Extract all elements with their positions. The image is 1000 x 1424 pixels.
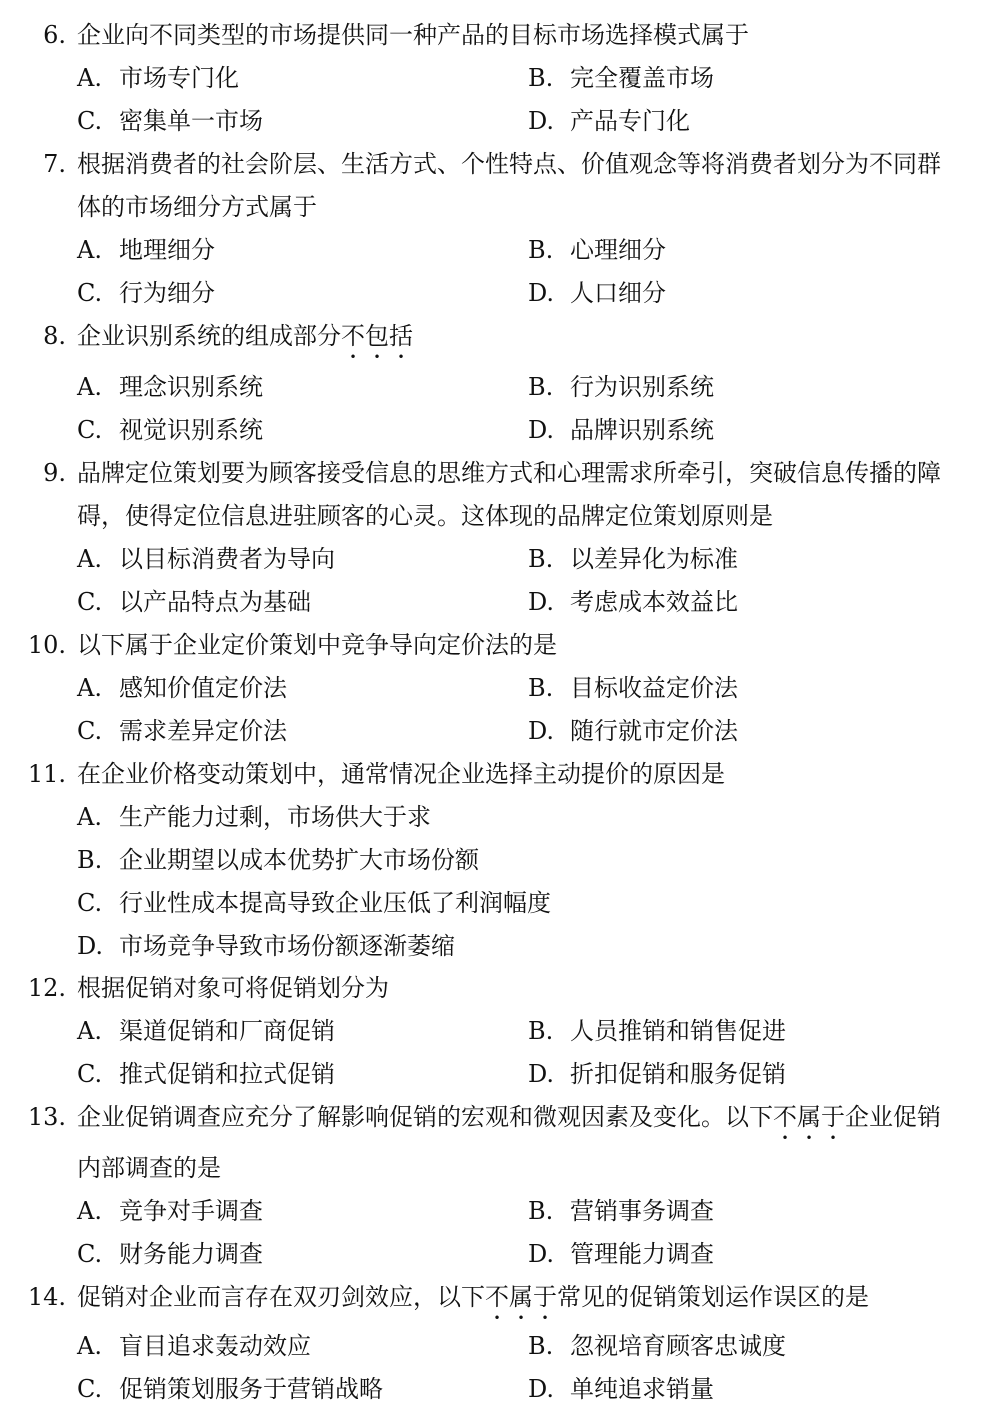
option-12b [528,1016,786,1046]
option-letter: D. [528,717,555,745]
option-12d [528,1059,786,1089]
emphasized-text: 不包括 [341,322,413,350]
option-letter: A. [77,545,102,573]
option-text: 视觉识别系统 [119,416,263,444]
question-number: 13. [27,1103,66,1131]
emphasized-text: 不属于 [485,1283,557,1311]
option-9a [77,544,335,574]
question-text [77,321,413,364]
question-number: 11. [27,760,66,788]
option-letter: D. [528,107,555,135]
option-text: 盲目追求轰动效应 [119,1332,311,1360]
option-7d [528,278,666,308]
option-10d [528,716,738,746]
option-text: 单纯追求销量 [570,1375,714,1403]
option-10b [528,673,738,703]
option-text: 感知价值定价法 [119,674,287,702]
question-text: 碍，使得定位信息进驻顾客的心灵。这体现的品牌定位策划原则是 [77,502,773,530]
option-text: 人员推销和销售促进 [570,1017,786,1045]
option-8c [77,415,263,445]
option-letter: C. [77,416,103,444]
option-text: 目标收益定价法 [570,674,738,702]
question-text: 企业向不同类型的市场提供同一种产品的目标市场选择模式属于 [77,21,749,49]
option-14c [77,1374,383,1404]
option-7a [77,235,215,265]
option-letter: D. [77,932,104,960]
option-text: 完全覆盖市场 [570,64,714,92]
option-12a [77,1016,335,1046]
option-14a [77,1331,311,1361]
option-letter: B. [528,1197,554,1225]
option-12c [77,1059,335,1089]
option-letter: B. [528,674,554,702]
option-text: 人口细分 [570,279,666,307]
option-8a [77,372,263,402]
question-text [77,1282,869,1325]
question-number: 12. [27,974,66,1002]
option-text: 生产能力过剩，市场供大于求 [119,803,431,831]
option-letter: C. [77,107,103,135]
option-9b [528,544,738,574]
option-text: 营销事务调查 [570,1197,714,1225]
option-13b [528,1196,714,1226]
option-text: 促销策划服务于营销战略 [119,1375,383,1403]
option-6c [77,106,263,136]
question-number: 14. [27,1283,66,1311]
option-6a [77,63,239,93]
stem-text: 企业促销调查应充分了解影响促销的宏观和微观因素及变化。以下 [77,1103,773,1131]
question-text: 在企业价格变动策划中，通常情况企业选择主动提价的原因是 [77,760,725,788]
option-text: 企业期望以成本优势扩大市场份额 [119,846,479,874]
option-13a [77,1196,263,1226]
question-number: 10. [27,631,66,659]
option-letter: B. [528,373,554,401]
option-text: 行为识别系统 [570,373,714,401]
question-number: 6. [43,21,66,49]
option-text: 渠道促销和厂商促销 [119,1017,335,1045]
option-text: 产品专门化 [570,107,690,135]
option-text: 需求差异定价法 [119,717,287,745]
option-letter: B. [528,1017,554,1045]
option-text: 管理能力调查 [570,1240,714,1268]
option-text: 行为细分 [119,279,215,307]
option-8d [528,415,714,445]
question-number: 8. [43,322,66,350]
option-14b [528,1331,786,1361]
option-letter: D. [528,1240,555,1268]
option-10a [77,673,287,703]
option-text: 考虑成本效益比 [570,588,738,616]
option-text: 理念识别系统 [119,373,263,401]
option-letter: B. [528,1332,554,1360]
option-text: 随行就市定价法 [570,717,738,745]
option-text: 地理细分 [119,236,215,264]
option-letter: A. [77,803,102,831]
question-text: 以下属于企业定价策划中竞争导向定价法的是 [77,631,557,659]
option-letter: A. [77,373,102,401]
option-text: 心理细分 [570,236,666,264]
option-text: 品牌识别系统 [570,416,714,444]
option-text: 以目标消费者为导向 [119,545,335,573]
option-11a [77,802,431,832]
option-13d [528,1239,714,1269]
option-8b [528,372,714,402]
option-13c [77,1239,263,1269]
option-letter: B. [528,545,554,573]
emphasized-text: 不属于 [773,1103,845,1131]
option-text: 财务能力调查 [119,1240,263,1268]
option-7b [528,235,666,265]
option-text: 推式促销和拉式促销 [119,1060,335,1088]
option-letter: C. [77,889,103,917]
question-text: 根据促销对象可将促销划分为 [77,974,389,1002]
option-11b [77,845,479,875]
question-text [77,1102,941,1145]
option-text: 市场竞争导致市场份额逐渐萎缩 [119,932,455,960]
option-11d [77,931,455,961]
option-letter: B. [77,846,103,874]
option-letter: A. [77,1332,102,1360]
option-letter: A. [77,64,102,92]
option-letter: C. [77,588,103,616]
option-10c [77,716,287,746]
option-letter: A. [77,674,102,702]
option-letter: A. [77,1197,102,1225]
option-text: 以差异化为标准 [570,545,738,573]
option-letter: D. [528,1375,555,1403]
option-letter: C. [77,279,103,307]
option-6b [528,63,714,93]
question-number: 7. [43,150,66,178]
stem-text: 促销对企业而言存在双刃剑效应，以下 [77,1283,485,1311]
question-text: 品牌定位策划要为顾客接受信息的思维方式和心理需求所牵引，突破信息传播的障 [77,459,941,487]
option-11c [77,888,551,918]
option-text: 行业性成本提高导致企业压低了利润幅度 [119,889,551,917]
option-letter: B. [528,236,554,264]
stem-text: 企业促销 [845,1103,941,1131]
option-letter: C. [77,1060,103,1088]
option-letter: D. [528,1060,555,1088]
option-7c [77,278,215,308]
option-9c [77,587,311,617]
stem-text: 企业识别系统的组成部分 [77,322,341,350]
option-letter: D. [528,588,555,616]
option-text: 忽视培育顾客忠诚度 [570,1332,786,1360]
option-letter: C. [77,1375,103,1403]
question-text: 内部调查的是 [77,1154,221,1182]
option-text: 密集单一市场 [119,107,263,135]
option-letter: A. [77,1017,102,1045]
option-text: 市场专门化 [119,64,239,92]
option-letter: C. [77,1240,103,1268]
option-letter: D. [528,279,555,307]
question-number: 9. [43,459,66,487]
option-letter: C. [77,717,103,745]
option-letter: A. [77,236,102,264]
option-text: 折扣促销和服务促销 [570,1060,786,1088]
question-text: 体的市场细分方式属于 [77,193,317,221]
option-text: 以产品特点为基础 [119,588,311,616]
option-text: 竞争对手调查 [119,1197,263,1225]
option-9d [528,587,738,617]
stem-text: 常见的促销策划运作误区的是 [557,1283,869,1311]
option-letter: D. [528,416,555,444]
question-text: 根据消费者的社会阶层、生活方式、个性特点、价值观念等将消费者划分为不同群 [77,150,941,178]
option-letter: B. [528,64,554,92]
option-6d [528,106,690,136]
option-14d [528,1374,714,1404]
